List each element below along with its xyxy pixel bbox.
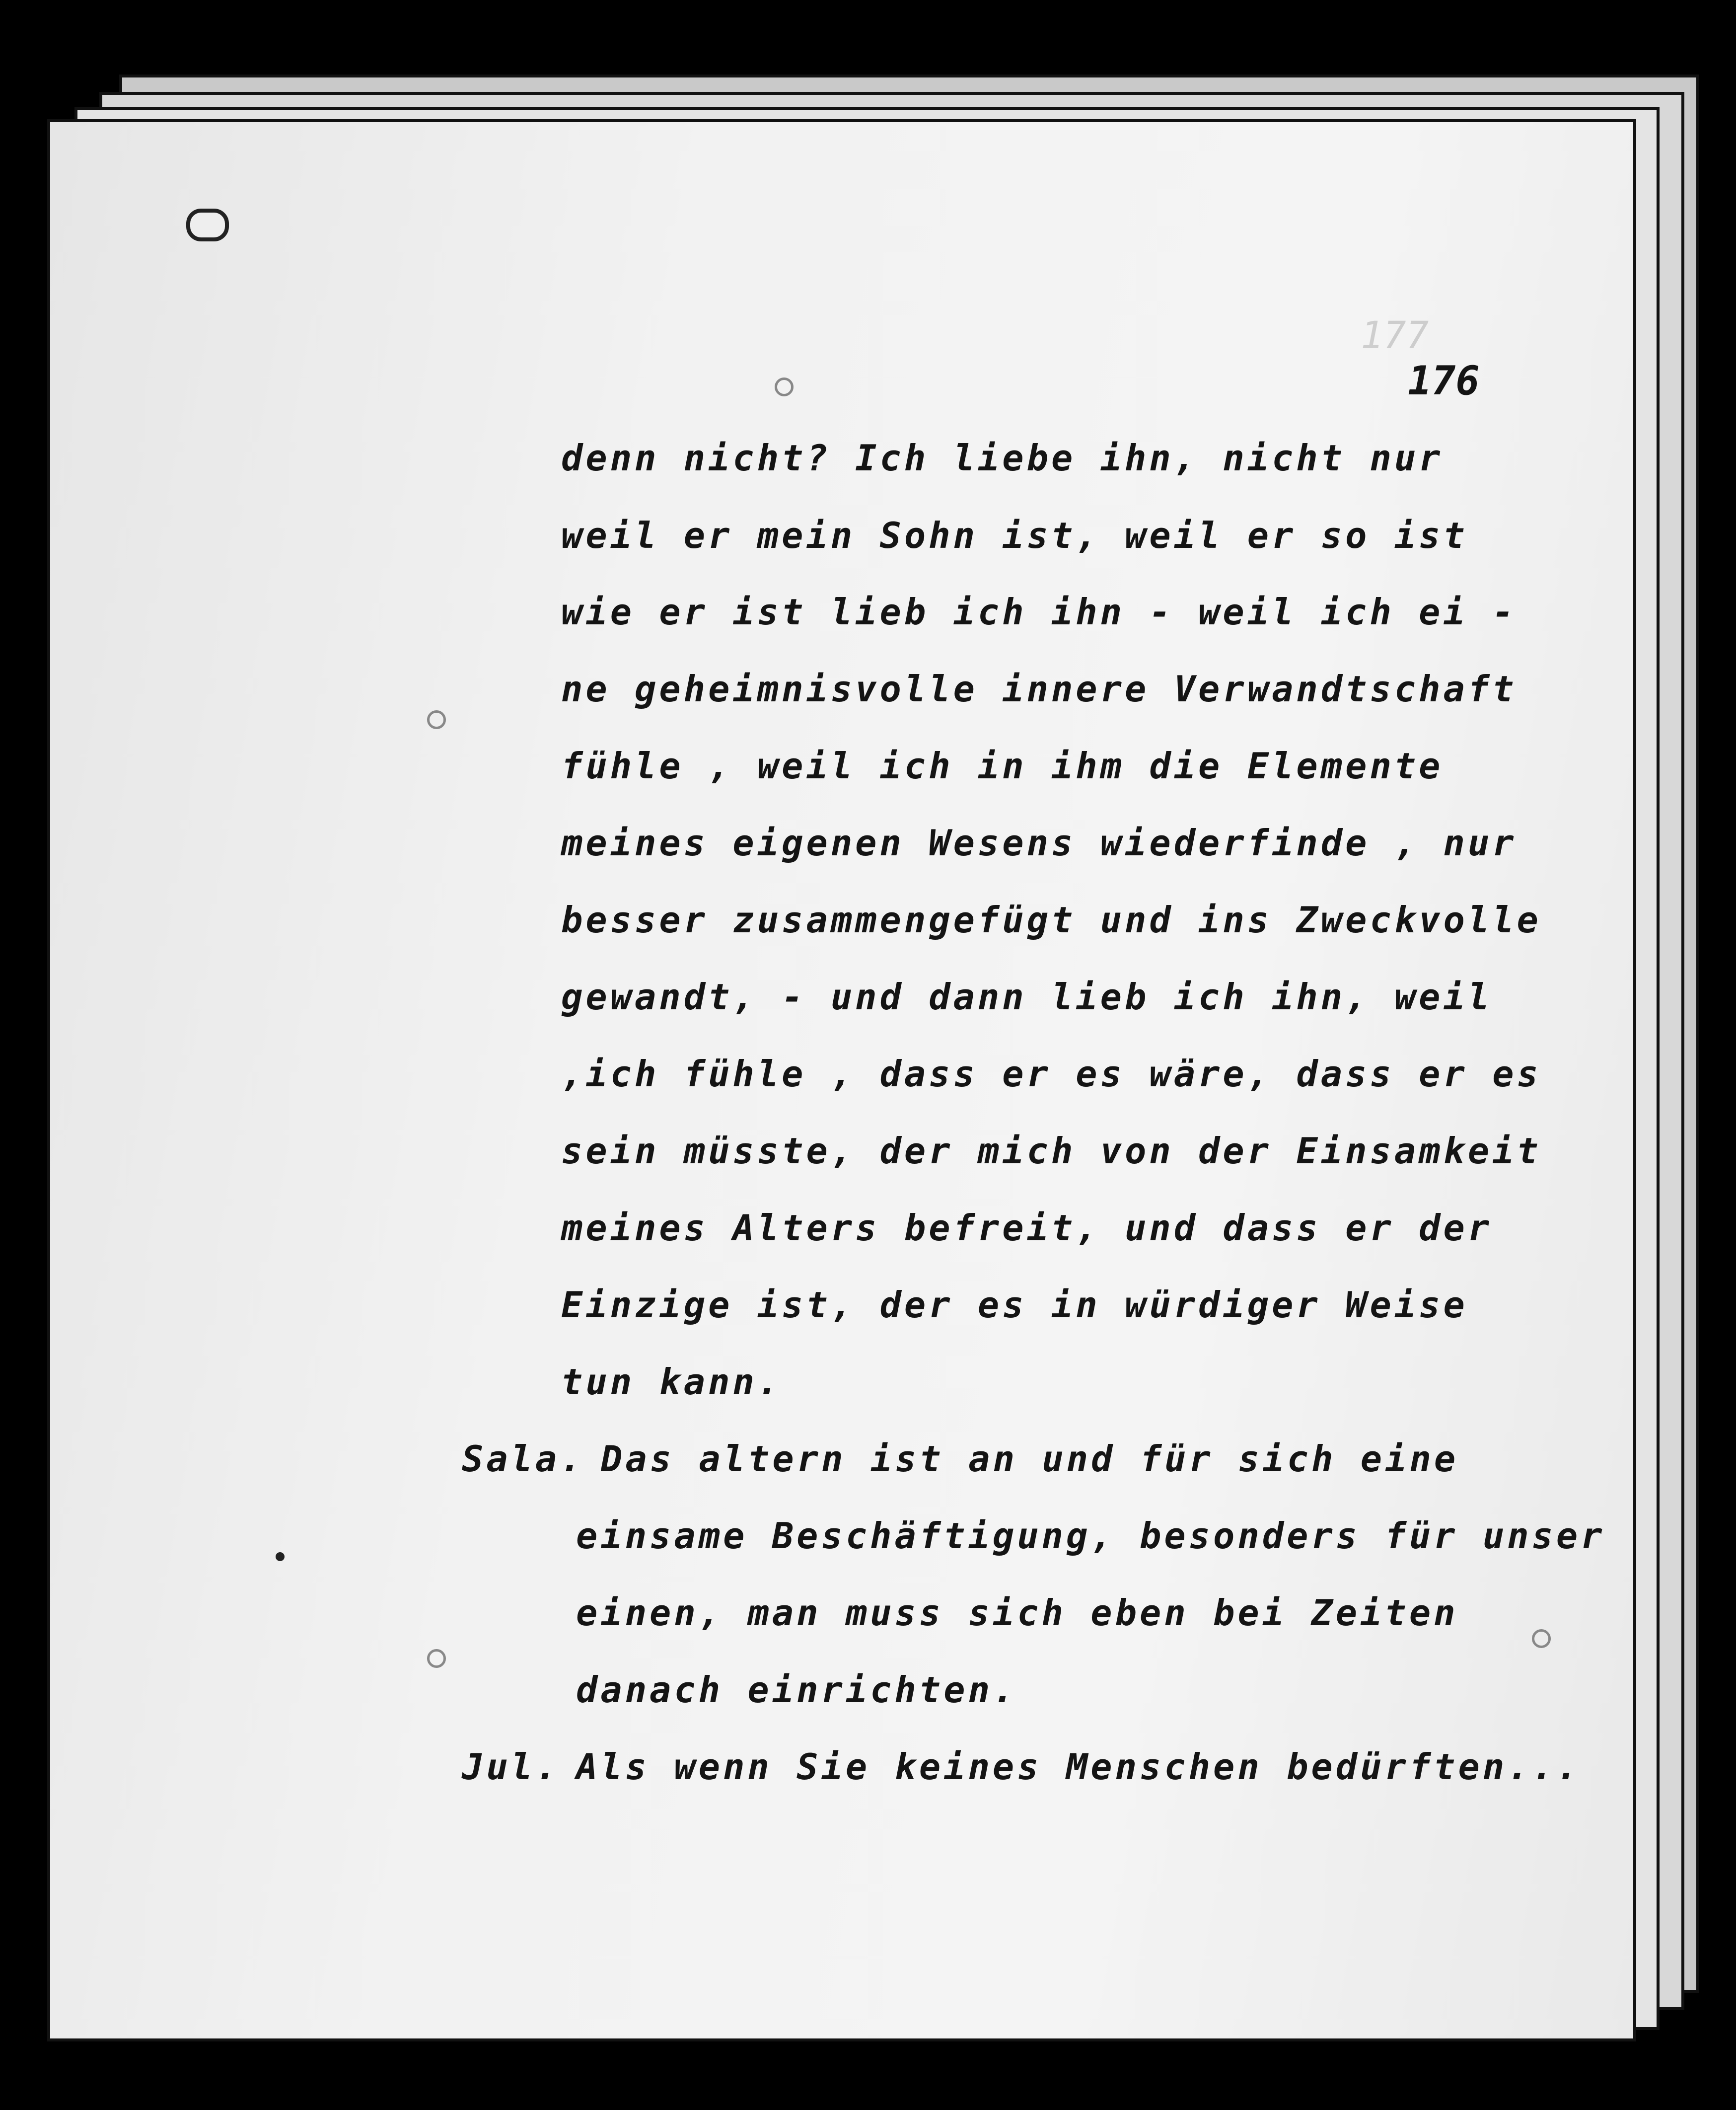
dialogue-line: Als wenn Sie keines Menschen bedürften... <box>576 1746 1581 1788</box>
body-line: ,ich fühle , dass er es wäre, dass er es <box>561 1053 1541 1095</box>
punch-hole-icon <box>427 1649 446 1668</box>
page-number: 176 <box>1408 358 1480 404</box>
bleed-through-page-number: 177 <box>1361 313 1429 357</box>
body-line: tun kann. <box>561 1361 782 1403</box>
speaker-label: Jul. <box>462 1746 560 1788</box>
ink-spot <box>276 1552 285 1561</box>
punch-hole-icon <box>775 377 794 396</box>
body-line: gewandt, - und dann lieb ich ihn, weil <box>561 976 1493 1018</box>
punch-hole-icon <box>1532 1629 1551 1648</box>
body-line: wie er ist lieb ich ihn - weil ich ei - <box>561 591 1517 633</box>
dialogue-line: einsame Beschäftigung, besonders für unser <box>576 1515 1605 1557</box>
body-line: besser zusammengefügt und ins Zweckvolle <box>561 899 1541 941</box>
punch-hole-icon <box>427 710 446 729</box>
body-line: meines eigenen Wesens wiederfinde , nur <box>561 822 1517 864</box>
dialogue-line: danach einrichten. <box>576 1669 1017 1711</box>
body-line: denn nicht? Ich liebe ihn, nicht nur <box>561 437 1444 479</box>
body-line: Einzige ist, der es in würdiger Weise <box>561 1284 1468 1326</box>
body-line: ne geheimnisvolle innere Verwandtschaft <box>561 668 1517 710</box>
body-line: meines Alters befreit, und dass er der <box>561 1207 1493 1249</box>
body-line: weil er mein Sohn ist, weil er so ist <box>561 515 1468 556</box>
speaker-label: Sala. <box>462 1438 584 1480</box>
dialogue-line: einen, man muss sich eben bei Zeiten <box>576 1592 1458 1634</box>
body-line: fühle , weil ich in ihm die Elemente <box>561 745 1444 787</box>
paper-clip-icon <box>186 209 229 241</box>
dialogue-line: Das altern ist an und für sich eine <box>601 1438 1459 1480</box>
body-line: sein müsste, der mich von der Einsamkeit <box>561 1130 1541 1172</box>
